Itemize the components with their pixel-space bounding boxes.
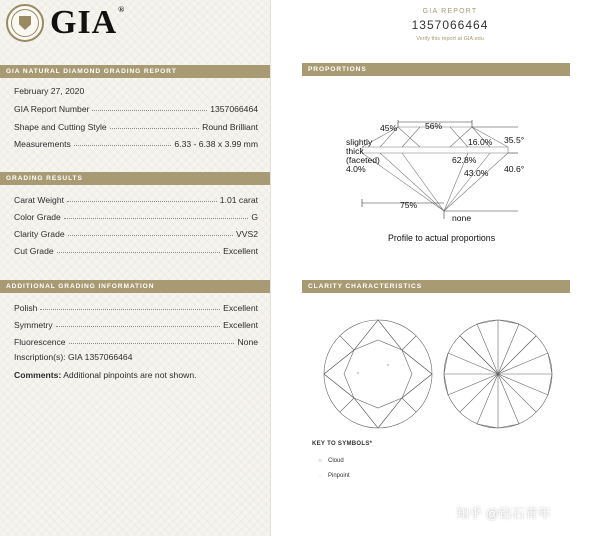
- pinpoint-icon: ·: [319, 473, 321, 479]
- row-shape: Shape and Cutting Style Round Brilliant: [14, 122, 258, 132]
- star-length-pct: 45%: [380, 123, 398, 133]
- cloud-icon: ○: [318, 458, 322, 464]
- verify-link[interactable]: Verify this report at GIA.edu: [416, 36, 484, 42]
- girdle-desc-3: (faceted): [346, 155, 380, 165]
- inscription: Inscription(s): GIA 1357066464: [14, 352, 133, 362]
- pinpoint-mark: [387, 364, 389, 366]
- report-number: 1357066464: [411, 18, 489, 32]
- table-pct: 56%: [425, 121, 443, 131]
- report-date: February 27, 2020: [14, 86, 85, 96]
- key-item-pinpoint: · Pinpoint: [316, 473, 350, 479]
- report-label: GIA REPORT: [422, 8, 478, 15]
- crown-plot: [322, 318, 434, 430]
- crown-angle: 35.5°: [504, 135, 525, 145]
- comments: Comments: Additional pinpoints are not shown.: [14, 370, 197, 380]
- pavilion-depth: 43.0%: [464, 168, 489, 178]
- row-clarity: Clarity Grade VVS2: [14, 229, 258, 239]
- crown-height: 16.0%: [468, 137, 493, 147]
- gia-logo: [6, 4, 125, 42]
- row-color: Color Grade G: [14, 212, 258, 222]
- row-symmetry: Symmetry Excellent: [14, 320, 258, 330]
- report-header: [380, 8, 520, 42]
- report-panel: [0, 0, 271, 536]
- proportions-header: PROPORTIONS: [302, 63, 570, 76]
- pavilion-plot: [442, 318, 554, 430]
- additional-info-header: ADDITIONAL GRADING INFORMATION: [0, 280, 270, 293]
- row-polish: Polish Excellent: [14, 303, 258, 313]
- row-fluorescence: Fluorescence None: [14, 337, 258, 347]
- proportions-diagram: [340, 115, 540, 225]
- watermark: 知乎 @钻石青年: [456, 506, 551, 521]
- row-carat: Carat Weight 1.01 carat: [14, 195, 258, 205]
- girdle-desc-1: slightly: [346, 137, 373, 147]
- key-item-cloud: ○ Cloud: [316, 458, 344, 464]
- lower-half-pct: 75%: [400, 200, 418, 210]
- key-to-symbols-title: KEY TO SYMBOLS*: [312, 441, 373, 447]
- grading-report-header: GIA NATURAL DIAMOND GRADING REPORT: [0, 65, 270, 78]
- girdle-pct: 4.0%: [346, 164, 366, 174]
- girdle-desc-2: thick: [346, 146, 364, 156]
- grading-results-header: GRADING RESULTS: [0, 172, 270, 185]
- proportions-caption: Profile to actual proportions: [388, 233, 496, 243]
- brand-wordmark: GIA®: [50, 4, 126, 41]
- pinpoint-mark: [357, 372, 359, 374]
- pavilion-angle: 40.6°: [504, 164, 525, 174]
- gia-seal-icon: [6, 4, 44, 42]
- total-depth: 62.8%: [452, 155, 477, 165]
- row-report-number: GIA Report Number 1357066464: [14, 104, 258, 114]
- row-measurements: Measurements 6.33 - 6.38 x 3.99 mm: [14, 139, 258, 149]
- clarity-header: CLARITY CHARACTERISTICS: [302, 280, 570, 293]
- row-cut: Cut Grade Excellent: [14, 246, 258, 256]
- culet: none: [452, 213, 472, 223]
